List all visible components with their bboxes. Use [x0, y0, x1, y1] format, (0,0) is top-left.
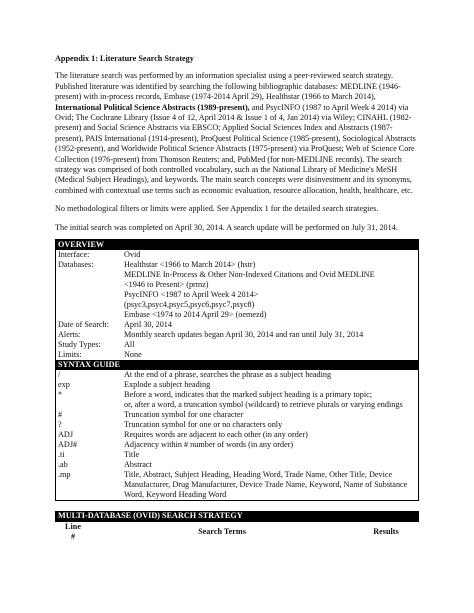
syntax-description-line: Before a word, indicates that the marked subject heading is a primary topic;: [124, 390, 373, 400]
syntax-description-line: Manufacturer, Drug Manufacturer, Device Trade Name, Keyword, Name of Substance: [124, 480, 408, 490]
syntax-description-line: Explode a subject heading: [124, 380, 211, 390]
overview-row: [56, 250, 419, 260]
syntax-description-line: or, after a word, a truncation symbol (wildcard) to retrieve plurals or varying endings: [124, 400, 403, 410]
overview-value: [122, 320, 419, 330]
syntax-row: [56, 430, 419, 440]
col-line-header: [55, 522, 91, 542]
col-line-label: Line: [65, 521, 81, 531]
syntax-description-line: Truncation symbol for one character: [124, 410, 244, 420]
overview-table: [55, 239, 419, 501]
syntax-description: [122, 380, 419, 390]
syntax-symbol: ADJ: [58, 430, 74, 440]
overview-label: Interface:: [58, 250, 90, 260]
overview-row: [56, 340, 419, 350]
syntax-row: [56, 410, 419, 420]
syntax-row: [56, 380, 419, 390]
syntax-description: [122, 470, 419, 501]
overview-title: OVERVIEW: [56, 240, 419, 251]
overview-header: [56, 240, 419, 251]
syntax-symbol: ?: [58, 420, 62, 430]
syntax-row: [56, 470, 419, 501]
syntax-header: [56, 360, 419, 370]
filters-paragraph: No methodological filters or limits were applied. See Appendix 1 for the detailed search strategies.: [55, 204, 379, 214]
syntax-symbol: .ab: [58, 460, 68, 470]
overview-value-line: <1946 to Present> (prmz): [124, 280, 209, 290]
overview-value-line: All: [124, 340, 135, 350]
syntax-row: [56, 460, 419, 470]
overview-label: Limits:: [58, 350, 82, 360]
overview-row: [56, 320, 419, 330]
col-results-header: Results: [373, 526, 399, 536]
syntax-symbol: /: [58, 370, 61, 380]
syntax-description: [122, 420, 419, 430]
syntax-symbol: #: [58, 410, 63, 420]
overview-value: [122, 250, 419, 260]
overview-value-line: April 30, 2014: [124, 320, 172, 330]
syntax-description: [122, 460, 419, 470]
overview-value-line: Monthly search updates began April 30, 2014 and ran until July 31, 2014: [124, 330, 364, 340]
syntax-title: SYNTAX GUIDE: [56, 360, 419, 370]
para1-part-2-bold: International Political Science Abstracts (1989-present),: [55, 102, 250, 112]
overview-value-line: Ovid: [124, 250, 141, 260]
appendix-heading: Appendix 1: Literature Search Strategy: [55, 54, 194, 63]
overview-value: [122, 330, 419, 340]
syntax-symbol: exp: [58, 380, 70, 390]
syntax-description: [122, 440, 419, 450]
col-terms-header: Search Terms: [198, 526, 246, 536]
syntax-description-line: Title, Abstract, Subject Heading, Heading Word, Trade Name, Other Title, Device: [124, 470, 393, 480]
search-description-paragraph: [55, 71, 421, 196]
syntax-description-line: Requires words are adjacent to each other (in any order): [124, 430, 308, 440]
overview-value-line: None: [124, 350, 142, 360]
syntax-row: [56, 420, 419, 430]
col-line-hash: #: [70, 531, 76, 541]
overview-value: [122, 260, 419, 320]
multi-column-headers: [55, 522, 419, 542]
para1-part-1: The literature search was performed by an information specialist using a peer-reviewed search strategy. Published literature was identified by searching the following bibliographic databases: MEDLINE (1946-present) with in-process records, Embase (1974-2014 April 29), Healthstar (1966 to March 2014),: [55, 71, 401, 102]
syntax-description-line: Title: [124, 450, 140, 460]
overview-value-line: (psyc3,psyc4,psyc5,psyc6,psyc7,psyc8): [124, 300, 255, 310]
syntax-description-line: Adjacency within # number of words (in any order): [124, 440, 294, 450]
syntax-description: [122, 370, 419, 380]
overview-value: [122, 340, 419, 350]
syntax-symbol: .ti: [58, 450, 65, 460]
overview-label: Databases:: [58, 260, 94, 270]
syntax-row: [56, 390, 419, 410]
syntax-description-line: Truncation symbol for one or no characters only: [124, 420, 283, 430]
search-date-paragraph: The initial search was completed on April 30, 2014. A search update will be performed on July 31, 2014.: [55, 222, 398, 232]
syntax-description: [122, 430, 419, 440]
multi-title: MULTI-DATABASE (OVID) SEARCH STRATEGY: [55, 511, 419, 521]
syntax-description-line: Word, Keyword Heading Word: [124, 490, 227, 500]
multi-header: [55, 511, 419, 521]
syntax-description-line: At the end of a phrase, searches the phrase as a subject heading: [124, 370, 332, 380]
syntax-description-line: Abstract: [124, 460, 152, 470]
syntax-row: [56, 450, 419, 460]
overview-label: Study Types:: [58, 340, 101, 350]
syntax-row: [56, 440, 419, 450]
overview-value-line: Embase <1974 to 2014 April 29> (oemezd): [124, 310, 267, 320]
syntax-description: [122, 390, 419, 410]
syntax-description: [122, 450, 419, 460]
overview-value: [122, 350, 419, 360]
overview-label: Date of Search:: [58, 320, 109, 330]
overview-row: [56, 260, 419, 320]
para1-part-3: and PsycINFO (1987 to April Week 4 2014) via Ovid; The Cochrane Library (Issue 4 of 12, April 2014 & Issue 1 of 4, Jan 2014) via Wiley; CINAHL (1982-present) and Social Science Abstracts via EBSCO; Applied Social Sciences Index and Abstracts (1987-present), PAIS International (1914-present), ProQuest Political Science (1985-present), Sociological Abstracts (1952-present), and Worldwide Political Science Abstracts (1975-present) via ProQuest; Web of Science Core Collection (1976-present) from Thomson Reuters; and, PubMed (for non-MEDLINE records). The search strategy was comprised of both controlled vocabulary, such as the National Library of Medicine's MeSH (Medical Subject Headings), and keywords. The main search concepts were disinvestment and its synonyms, combined with contextual use terms such as economic evaluation, resource allocation, health, healthcare, etc.: [55, 102, 416, 195]
overview-row: [56, 350, 419, 360]
overview-value-line: MEDLINE In-Process & Other Non-Indexed Citations and Ovid MEDLINE: [124, 270, 375, 280]
document-content: [55, 54, 421, 542]
overview-value-line: PsycINFO <1987 to April Week 4 2014>: [124, 290, 259, 300]
syntax-symbol: .mp: [58, 470, 71, 480]
overview-row: [56, 330, 419, 340]
syntax-row: [56, 370, 419, 380]
overview-label: Alerts:: [58, 330, 81, 340]
syntax-symbol: *: [58, 390, 63, 400]
multi-database-table: [55, 511, 419, 541]
syntax-symbol: ADJ#: [58, 440, 78, 450]
syntax-description: [122, 410, 419, 420]
overview-value-line: Healthstar <1966 to March 2014> (hstr): [124, 260, 256, 270]
